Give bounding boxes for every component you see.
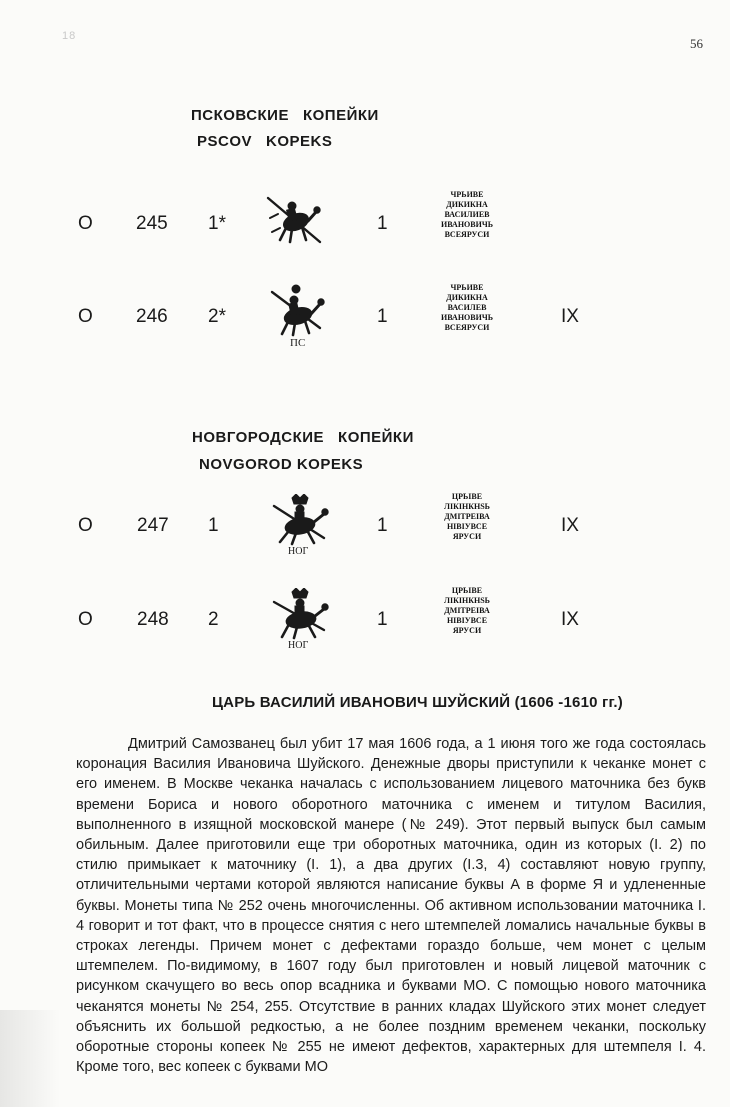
rarity: IX: [561, 609, 579, 630]
chapter-heading: ЦАРЬ ВАСИЛИЙ ИВАНОВИЧ ШУЙСКИЙ (1606 -1610 гг.): [212, 694, 623, 711]
coin-reverse-legend: [428, 190, 506, 240]
page-number: 56: [690, 36, 703, 51]
rarity: IX: [561, 306, 579, 327]
catalog-number: 247: [137, 515, 169, 536]
coin-obverse-rider-icon: [262, 192, 328, 250]
obverse-count: 1: [377, 306, 388, 327]
rarity: IX: [561, 515, 579, 536]
legend-line: ДМІТРЕІВА: [444, 512, 490, 521]
legend-line: ДМІТРЕІВА: [444, 606, 490, 615]
type-number: 1*: [208, 213, 226, 234]
row-mark: O: [78, 515, 93, 536]
legend-line: ДИКИКНА: [446, 200, 488, 209]
obverse-count: 1: [377, 609, 388, 630]
legend-line: ИВАНОВИЧЬ: [441, 313, 493, 322]
coin-obverse-rider-icon: [266, 494, 332, 556]
coin-obverse-rider-icon: [262, 282, 332, 350]
obverse-count: 1: [377, 515, 388, 536]
legend-line: НІВІУВСЕ: [446, 522, 488, 531]
body-paragraph: Дмитрий Самозванец был убит 17 мая 1606 года, а 1 июня того же года состоялась коронация Василия Ивановича Шуйского. Денежные дворы приступили к чеканке монет с его именем. В Москве чеканка началась с использованием лицевого маточника без букв времени Бориса и нового оборотного маточника с именем и титулом Василия, выполненного в изящной московской манере (№ 249). Этот первый выпуск был самым обильным. Далее приготовили еще три оборотных маточника, один из которых (I. 2) по стилю примыкает к маточнику (I. 1), а два других (I.3, 4) составляют новую группу, отличительными чертами которой являются написание буквы А в форме Я и удлененные буквы. Монеты типа № 252 очень многочисленны. Об активном использовании маточника I. 4 говорит и тот факт, что в процессе снятия с него штемпелей ломались начальные буквы в строках легенды. Причем монет с дефектами гораздо больше, чем монет с целым штемпелем. По-видимому, в 1607 году был приготовлен и новый лицевой маточник с рисунком скачущего во весь опор всадника и буквами МО. С помощью нового маточника чеканятся монеты № 254, 255. Отсутствие в ранних кладах Шуйского этих монет следует объяснить их большой редкостью, а не более поздним временем чеканки, поскольку оборотные стороны копеек № 255 не имеют дефектов, характерных для штемпеля I. 4. Кроме того, вес копеек с буквами МО: [76, 736, 706, 1076]
legend-line: ЛІКІНКНЅЬ: [444, 596, 490, 605]
legend-line: ИВАНОВИЧЬ: [441, 220, 493, 229]
legend-line: ЯРУСИ: [452, 532, 482, 541]
catalog-number: 245: [136, 213, 168, 234]
coin-reverse-legend: [428, 283, 506, 333]
catalog-number: 246: [136, 306, 168, 327]
coin-reverse-legend: [428, 586, 506, 636]
row-mark: O: [78, 609, 93, 630]
legend-line: ВСЕЯРУСИ: [444, 230, 490, 239]
legend-line: ВСЕЯРУСИ: [444, 323, 490, 332]
obverse-letters: ПС: [290, 337, 306, 349]
legend-line: ДИКИКНА: [446, 293, 488, 302]
catalog-number: 248: [137, 609, 169, 630]
obverse-letters: НОГ: [288, 546, 309, 556]
type-number: 2: [208, 609, 219, 630]
section-title-en: PSCOV KOPEKS: [197, 133, 333, 150]
row-mark: O: [78, 306, 93, 327]
legend-line: ВАСИЛЕВ: [447, 303, 487, 312]
legend-line: ЧРЬИВЕ: [450, 190, 484, 199]
coin-reverse-legend: [428, 492, 506, 542]
type-number: 2*: [208, 306, 226, 327]
obverse-letters: НОГ: [288, 640, 309, 650]
legend-line: ЦРЬІВЕ: [451, 586, 483, 595]
legend-line: ЛІКІНКНЅЬ: [444, 502, 490, 511]
obverse-count: 1: [377, 213, 388, 234]
coin-obverse-rider-icon: [266, 588, 332, 650]
legend-line: ЦРЬІВЕ: [451, 492, 483, 501]
section-title-ru: НОВГОРОДСКИЕ КОПЕЙКИ: [192, 429, 414, 446]
legend-line: ЧРЬИВЕ: [450, 283, 484, 292]
legend-line: НІВІУВСЕ: [446, 616, 488, 625]
scan-shadow: [0, 1010, 60, 1107]
section-title-ru: ПСКОВСКИЕ КОПЕЙКИ: [191, 107, 379, 124]
legend-line: ВАСИЛИЕВ: [444, 210, 490, 219]
corner-mark: 18: [62, 30, 77, 42]
legend-line: ЯРУСИ: [452, 626, 482, 635]
type-number: 1: [208, 515, 219, 536]
section-title-en: NOVGOROD KOPEKS: [199, 456, 364, 473]
row-mark: O: [78, 213, 93, 234]
